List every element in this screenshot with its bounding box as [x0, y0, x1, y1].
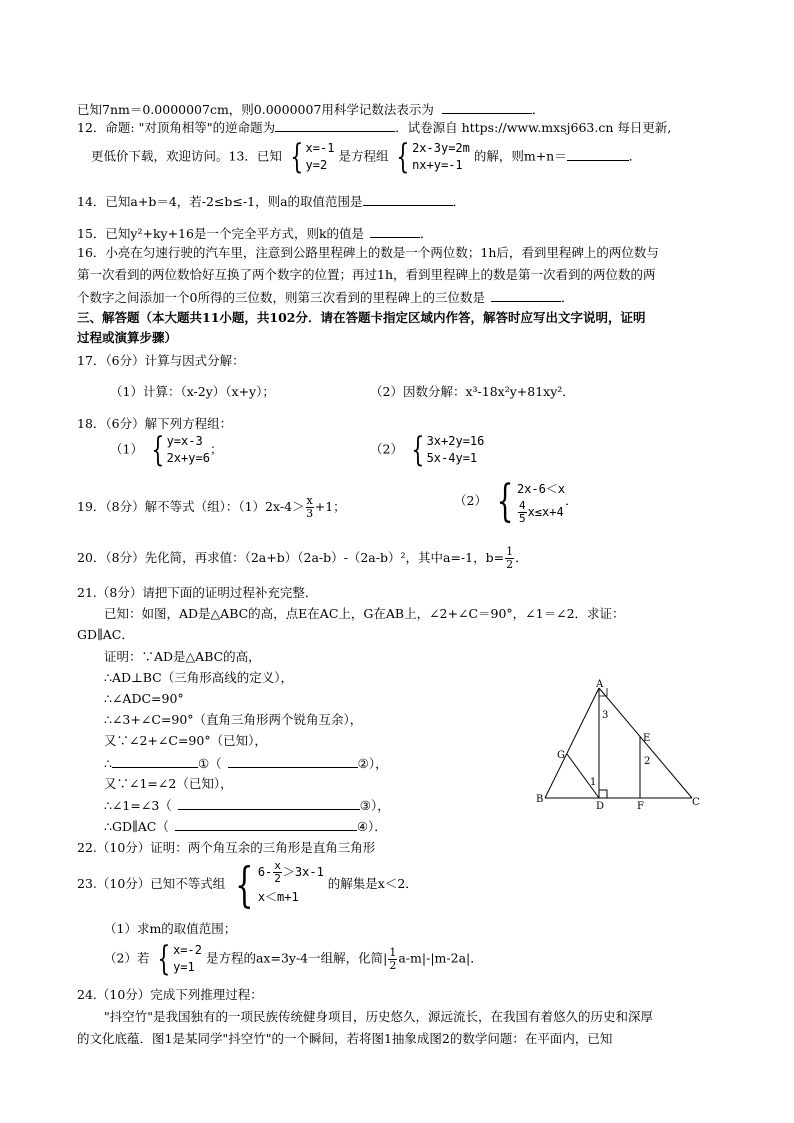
- question-15: 15．已知y²+ky+16是一个完全平方式，则k的值是 ．: [77, 226, 433, 241]
- question-18-part1: （1） { y=x-3 2x+y=6 ；: [110, 430, 223, 470]
- label-g: G: [557, 750, 565, 761]
- label-d: D: [596, 801, 605, 810]
- question-19: 19．（8分）解不等式（组）：（1）2x-4＞ $\frac{x}{3}$ +1；: [77, 494, 346, 520]
- proof-line: ∴∠3+∠C=90°（直角三角形两个锐角互余），: [104, 712, 363, 727]
- question-23-part2: （2）若 { x=-2 y=1 是方程的ax=3y-4一组解，化简| $\frac{1}{2}$ a-m|-|m-2a|．: [104, 939, 483, 979]
- question-21-title: 21.（8分）请把下面的证明过程补充完整．: [77, 585, 318, 600]
- segment-gd: [567, 754, 599, 798]
- question-23-part1: （1）求m的取值范围；: [104, 921, 237, 936]
- proof-line: 又∵∠1=∠2（已知），: [104, 776, 233, 791]
- question-16-line1: 16．小亮在匀速行驶的汽车里，注意到公路里程碑上的数是一个两位数；1h后，看到里程碑上的两位数与: [77, 245, 659, 260]
- label-c: C: [692, 797, 700, 808]
- label-angle-3: 3: [602, 710, 609, 721]
- label-b: B: [536, 794, 544, 805]
- proof-line-blank-4: ∴GD∥AC（ ④）．: [104, 819, 387, 834]
- proof-line: 证明：∵AD是△ABC的高，: [104, 649, 261, 664]
- question-20: 20．（8分）先化简，再求值：（2a+b）（2a-b）-（2a-b）²，其中a=-1，b= $\frac{1}{2}$ ．: [77, 545, 528, 571]
- proof-line: ∴AD⊥BC（三角形高线的定义），: [104, 670, 293, 685]
- proof-line: ∴∠ADC=90°: [104, 691, 184, 706]
- question-22: 22.（10分）证明：两个角互余的三角形是直角三角形: [77, 840, 376, 855]
- label-f: F: [637, 801, 644, 810]
- question-23: 23.（10分）已知不等式组 { 6- $\frac{x}{2}$ ＞3x-1 x＜m+1 的解集是x＜2．: [77, 856, 418, 913]
- question-18-part2: （2） { 3x+2y=16 5x-4y=1: [370, 430, 485, 470]
- label-e: E: [643, 733, 651, 744]
- question-16-line2: 第一次看到的两位数恰好互换了两个数字的位置；再过1h，看到里程碑上的数是第一次看到的两位数的两: [77, 267, 656, 282]
- proof-line-blank-1: ∴ ①（ ②），: [104, 756, 388, 771]
- proof-line-blank-3: ∴∠1=∠3（ ③），: [104, 798, 390, 813]
- question-19-part2: （2） { 2x-6＜x $\frac{4}{5}$ x≤x+4 ．: [454, 475, 578, 527]
- triangle-figure: [530, 678, 710, 810]
- label-angle-1: 1: [590, 777, 597, 788]
- proof-line: 又∵∠2+∠C=90°（已知），: [104, 733, 267, 748]
- question-18-title: 18．（6分）解下列方程组：: [77, 416, 233, 431]
- question-13: 更低价下载，欢迎访问。13．已知 { x=-1 y=2 是方程组 { 2x-3y=2m nx+y=-1 的解，则m+n＝ ．: [91, 137, 642, 177]
- question-17-title: 17．（6分）计算与因式分解：: [77, 353, 245, 368]
- question-12: 12．命题: "对顶角相等"的逆命题为 ．试卷源自 https://www.mxsj663.cn 每日更新,: [77, 120, 672, 135]
- question-16-line3: 个数字之间添加一个0所得的三位数，则第三次看到的里程碑上的三位数是 ．: [77, 290, 574, 305]
- question-11: 已知7nm＝0.0000007cm，则0.0000007用科学记数法表示为 ．: [77, 102, 545, 117]
- question-17-part1: （1）计算：（x-2y）（x+y）；: [110, 384, 275, 399]
- label-a: A: [596, 679, 604, 690]
- question-17-part2: （2）因数分解：x³-18x²y+81xy²．: [370, 384, 575, 399]
- question-21-given: 已知：如图，AD是△ABC的高，点E在AC上，G在AB上，∠2+∠C＝90°，∠1＝∠2．求证：: [104, 606, 625, 621]
- label-angle-2: 2: [644, 756, 651, 767]
- question-14: 14．已知a+b＝4，若-2≤b≤-1，则a的取值范围是 ．: [77, 194, 466, 209]
- section-3-heading: 三、解答题（本大题共11小题，共102分．请在答题卡指定区域内作答，解答时应写出文字说明，证明: [77, 310, 646, 325]
- question-21-given-cont: GD∥AC．: [77, 627, 134, 642]
- section-3-heading-cont: 过程或演算步骤）: [77, 330, 178, 345]
- question-24-line1: "抖空竹"是我国独有的一项民族传统健身项目，历史悠久，源远流长，在我国有着悠久的历史和深厚: [104, 1009, 654, 1024]
- right-angle-d: [599, 790, 607, 798]
- question-24-title: 24.（10分）完成下列推理过程：: [77, 987, 263, 1002]
- question-24-line2: 的文化底蕴．图1是某同学"抖空竹"的一个瞬间，若将图1抽象成图2的数学问题：在平面内，已知: [77, 1031, 613, 1046]
